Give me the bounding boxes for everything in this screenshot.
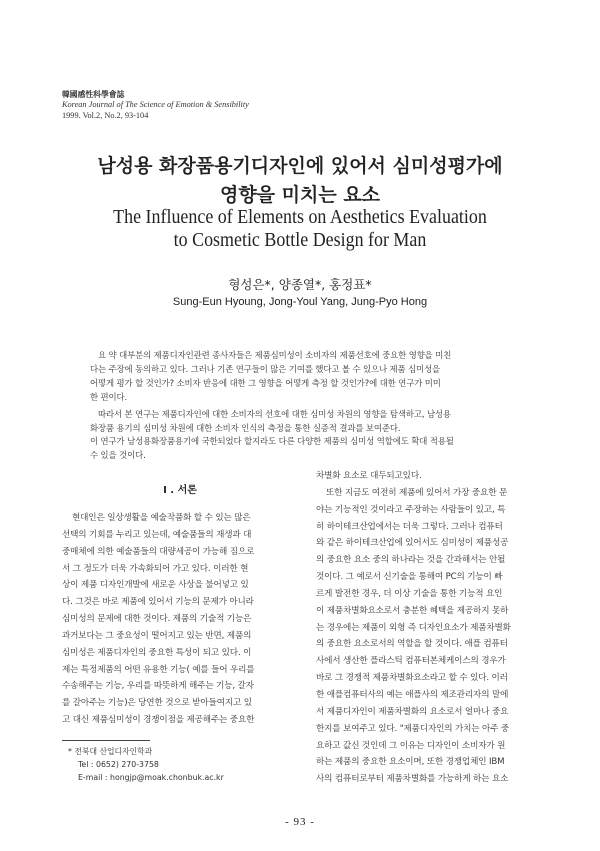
body-line: 이 제품차별화요소로서 충분한 혜택을 제공하지 못하 — [316, 605, 509, 616]
body-line: 사의 컴퓨터로부터 제품차별화를 가능하게 하는 요소 — [316, 774, 509, 785]
body-line: 의 중요한 요소 중의 하나라는 것을 간과해서는 안될 — [316, 555, 506, 566]
abstract-line: 한 편이다. — [90, 391, 128, 402]
body-line: 사에서 생산한 플라스틱 컴퓨터본체케이스의 경우가 — [316, 656, 506, 667]
body-line: 한지를 보여주고 있다. "제품디자인의 가치는 아주 중 — [316, 723, 510, 734]
footnote-affiliation: * 전북대 산업디자인학과 — [68, 747, 153, 756]
body-line: 것이다. 그 예로서 신기술을 통해여 PC의 기능이 빠 — [316, 572, 503, 583]
body-line: 는 경우에는 제품이 외형 즉 디자인요소가 제품차별화 — [316, 622, 511, 633]
abstract-line: 요 약 대부분의 제품디자인관련 종사자들은 제품심미성이 소비자의 제품선호에 중요한 영향을 미친 — [98, 350, 452, 360]
footnote-tel: Tel : 0652) 270-3758 — [78, 760, 159, 769]
left-column — [62, 510, 298, 729]
authors-en-block — [0, 296, 600, 308]
journal-header — [62, 90, 249, 121]
body-line: 과거보다는 그 중요성이 떨어지고 있는 반면, 제품의 — [62, 630, 252, 641]
body-line: 차별화 요소로 대두되고있다. — [316, 471, 422, 481]
title-ko-line2: 영향을 미치는 요소 — [219, 184, 381, 206]
abstract-line: 어떻게 평가 할 것인가? 소비자 반응에 대한 그 영향을 어떻게 측정 할 것인가?에 대한 연구가 미미 — [90, 377, 441, 388]
body-line: 현대인은 일상생활을 예술작품화 할 수 있는 많은 — [72, 513, 251, 523]
body-line: 하는 제품의 중요한 요소이며, 또한 경쟁업체인 IBM — [316, 757, 505, 768]
body-line: 제는 특정제품의 어떤 유용한 기능( 예를 들어 우리를 — [62, 664, 255, 675]
body-line: 수송해주는 기능, 우리를 따뜻하게 해주는 기능, 갈자 — [62, 681, 254, 692]
abstract — [90, 349, 518, 463]
journal-name-ko: 韓國感性科學會誌 — [62, 90, 125, 99]
title-en-line2: to Cosmetic Bottle Design for Man — [173, 230, 427, 251]
authors-en: Sung-Eun Hyoung, Jong-Youl Yang, Jung-Pyo Hong — [172, 296, 428, 308]
body-line: 서 제품디자인이 제품차별화의 요소로서 얼마나 중요 — [316, 706, 509, 717]
body-line: 심미성의 문제에 대한 것이다. 제품의 기술적 기능은 — [62, 614, 252, 625]
body-line: 상이 제품 디자인개발에 새로운 사상을 불어넣고 있 — [62, 580, 249, 591]
abstract-line: 다는 주장에 동의하고 있다. 그러나 기존 연구들이 많은 기여를 했다고 볼 수 있으나 제품 심미성을 — [90, 363, 441, 374]
body-line: 한 애플컴퓨터사의 예는 애플사의 제조관리자의 말에 — [316, 689, 509, 700]
body-line: 또한 지금도 여전히 제품에 있어서 가장 중요한 문 — [326, 487, 508, 498]
body-line: 서 그 정도가 더욱 가속화되어 가고 있다. 이러한 현 — [62, 563, 249, 574]
right-column — [316, 468, 558, 788]
body-line: 다. 그것은 바로 제품에 있어서 기능의 문제가 아니라 — [62, 597, 254, 608]
body-line: 야는 기능적인 것이라고 주장하는 사람들이 있고, 특 — [316, 504, 506, 515]
authors-block — [0, 275, 600, 293]
authors-ko: 형성은*, 양종열*, 홍정표* — [228, 277, 372, 292]
footnote-rule — [62, 740, 150, 741]
abstract-line: 이 연구가 남성용화장품용기에 국한되었다 할지라도 다른 다양한 제품의 심미성 역할에도 확대 적용될 — [90, 436, 454, 447]
journal-citation: 1999. Vol.2, No.2, 93-104 — [62, 110, 149, 120]
body-line: 요하고 값신 것인데 그 이유는 디자인이 소비자가 원 — [316, 740, 506, 751]
body-line: 의 중요한 요소로서의 역할을 할 것이다. 애플 컴퓨터 — [316, 639, 508, 650]
title-en-line1: The Influence of Elements on Aesthetics Evaluation — [113, 207, 487, 228]
body-line: 와 같은 하이테크산업에 있어서도 심미성이 제품성공 — [316, 538, 509, 549]
footnote-email: E-mail : hongjp@moak.chonbuk.ac.kr — [78, 773, 224, 782]
title-ko-line1: 남성용 화장품용기디자인에 있어서 심미성평가에 — [97, 155, 503, 177]
body-line: 를 갈아주는 기능)은 당연한 것으로 받아들여지고 있 — [62, 698, 252, 709]
body-line: 히 하이테크산업에서는 더욱 그렇다. 그러나 컴퓨터 — [316, 521, 503, 532]
page-number: - 93 - — [285, 816, 315, 828]
footnote — [68, 745, 224, 784]
body-line: 중매체에 의한 예술품들의 대량세공이 가능해 짐으로 — [62, 546, 255, 557]
section-heading: I . 서론 — [163, 485, 197, 496]
body-line: 바로 그 경쟁적 제품차별화요소라고 할 수 있다. 이러 — [316, 673, 508, 684]
body-line: 고 대신 제품심미성이 경쟁이점을 제공해주는 중요한 — [62, 715, 255, 726]
abstract-line: 화장품 용기의 심미성 차원에 대한 소비자 인식의 측정을 통한 실증적 결과를 보여준다. — [90, 422, 401, 433]
body-line: 심미성은 제품디자인의 중요한 특성이 되고 있다. 이 — [62, 647, 252, 658]
body-line: 선택의 기회를 누리고 있는데, 예술품들의 재생과 대 — [62, 529, 252, 540]
body-line: 르게 발전한 경우, 더 이상 기술을 통한 기능적 요인 — [316, 588, 503, 599]
journal-name-en: Korean Journal of The Science of Emotion & Sensibility — [62, 100, 249, 110]
abstract-line: 따라서 본 연구는 제품디자인에 대한 소비자의 선호에 대한 심미성 차원의 영향을 탐색하고, 남성용 — [98, 408, 451, 419]
abstract-line: 수 있을 것이다. — [90, 450, 146, 461]
